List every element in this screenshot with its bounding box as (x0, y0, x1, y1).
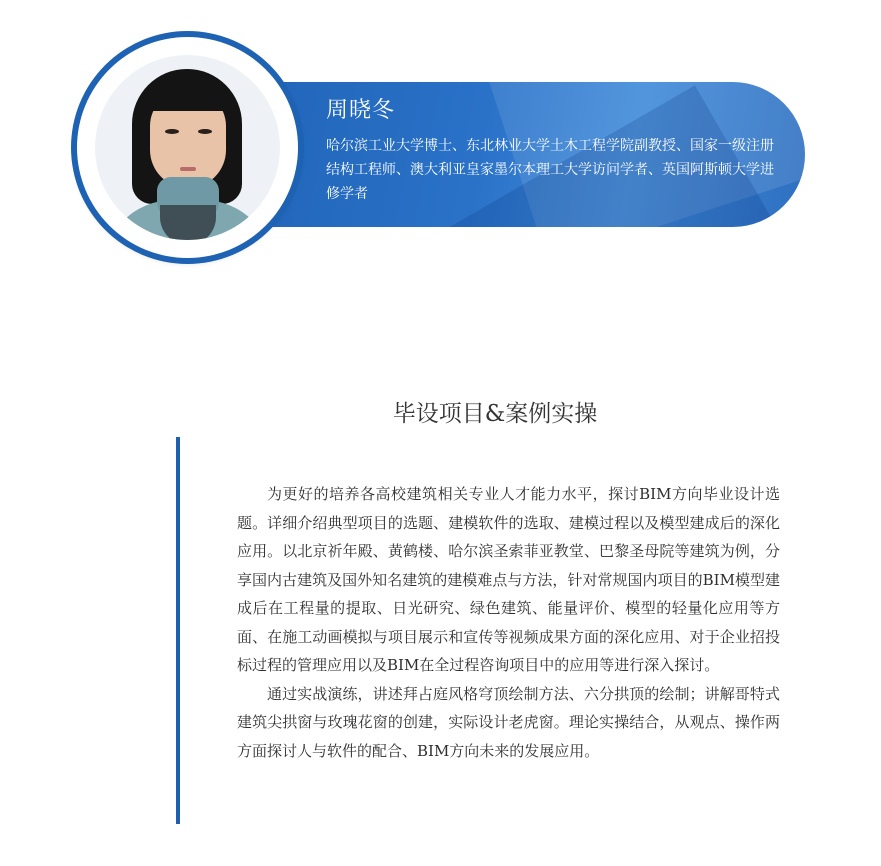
accent-divider (176, 437, 180, 824)
profile-bio: 哈尔滨工业大学博士、东北林业大学土木工程学院副教授、国家一级注册结构工程师、澳大利亚皇家墨尔本理工大学访问学者、英国阿斯顿大学进修学者 (326, 138, 774, 202)
section-title: 毕设项目&案例实操 (392, 401, 598, 427)
paragraph: 通过实战演练，讲述拜占庭风格穹顶绘制方法、六分拱顶的绘制；讲解哥特式建筑尖拱窗与玫瑰花窗的创建，实际设计老虎窗。理论实操结合，从观点、操作两方面探讨人与软件的配合、BIM方向未来的发展应用。 (237, 684, 780, 760)
section-body (237, 480, 780, 765)
portrait-photo (95, 55, 280, 240)
paragraph: 为更好的培养各高校建筑相关专业人才能力水平，探讨BIM方向毕业设计选题。详细介绍典型项目的选题、建模软件的选取、建模过程以及模型建成后的深化应用。以北京祈年殿、黄鹤楼、哈尔滨圣索菲亚教堂、巴黎圣母院等建筑为例，分享国内古建筑及国外知名建筑的建模难点与方法，针对常规国内项目的BIM模型建成后在工程量的提取、日光研究、绿色建筑、能量评价、模型的轻量化应用等方面、在施工动画模拟与项目展示和宣传等视频成果方面的深化应用、对于企业招投标过程的管理应用以及BIM在全过程咨询项目中的应用等进行深入探讨。 (237, 485, 780, 674)
profile-name: 周晓冬 (326, 98, 396, 123)
